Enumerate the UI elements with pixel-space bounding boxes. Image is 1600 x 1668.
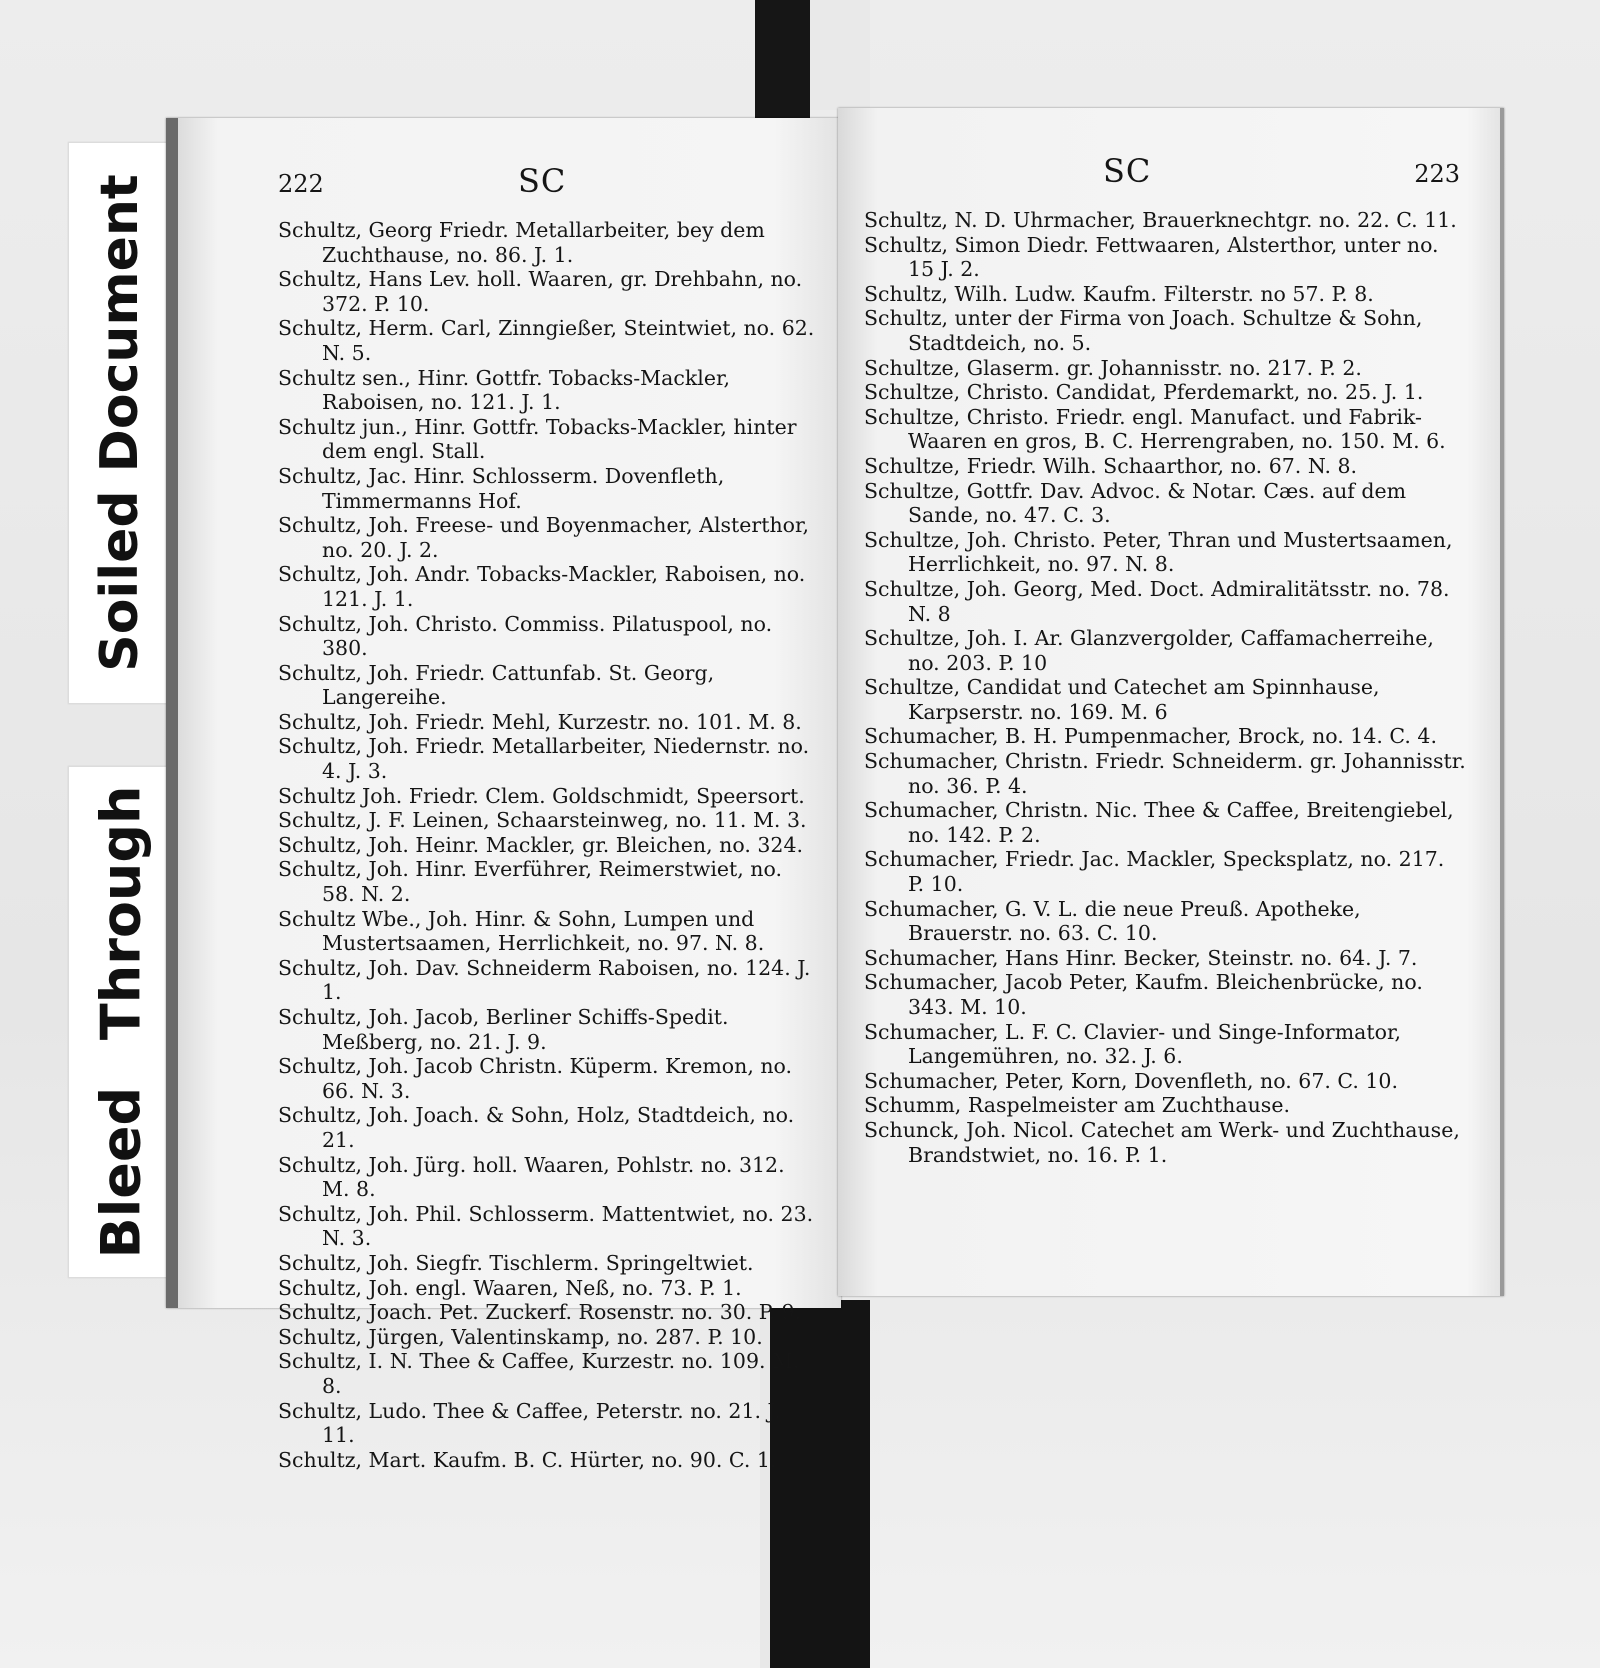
directory-entry: Schultz, Joh. Dav. Schneiderm Raboisen, no. 124. J. 1. xyxy=(278,955,811,1005)
right-running-head: SC xyxy=(1103,152,1152,190)
directory-entry: Schumacher, Jacob Peter, Kaufm. Bleichenbrücke, no. 343. M. 10. xyxy=(864,970,1423,1019)
directory-entry: Schultz, Joh. Freese- und Boyenmacher, Alsterthor, no. 20. J. 2. xyxy=(278,513,810,562)
directory-entry: Schultz, Herm. Carl, Zinngießer, Steintwiet, no. 62. N. 5. xyxy=(278,316,815,365)
directory-entry: Schultz, J. F. Leinen, Schaarsteinweg, no. 11. M. 3. xyxy=(278,808,807,833)
directory-entry: Schultze, Candidat und Catechet am Spinnhause, Karpserstr. no. 169. M. 6 xyxy=(864,675,1380,724)
directory-entry: Schultz, Joh. Christo. Commiss. Pilatuspool, no. 380. xyxy=(278,611,773,661)
directory-entry: Schumacher, G. V. L. die neue Preuß. Apotheke, Brauerstr. no. 63. C. 10. xyxy=(864,896,1361,946)
directory-entry: Schultz, Joh. Jacob Christn. Küperm. Kremon, no. 66. N. 3. xyxy=(278,1054,793,1103)
directory-entry: Schultz sen., Hinr. Gottfr. Tobacks-Mackler, Raboisen, no. 121. J. 1. xyxy=(278,365,731,415)
directory-entry: Schultz, Wilh. Ludw. Kaufm. Filterstr. no 57. P. 8. xyxy=(864,281,1374,306)
directory-entry: Schultz, Joh. Siegfr. Tischlerm. Springeltwiet. xyxy=(278,1250,754,1275)
directory-entry: Schumacher, L. F. C. Clavier- und Singe-Informator, Langemühren, no. 32. J. 6. xyxy=(864,1019,1402,1069)
directory-entry: Schultze, Joh. Georg, Med. Doct. Admiralitätsstr. no. 78. N. 8 xyxy=(864,576,1450,626)
right-page xyxy=(838,108,1504,1296)
soiled-document-label xyxy=(68,142,172,704)
directory-entry: Schultze, Glaserm. gr. Johannisstr. no. 217. P. 2. xyxy=(864,355,1362,380)
left-entry-list xyxy=(278,218,817,1472)
directory-entry: Schultz Wbe., Joh. Hinr. & Sohn, Lumpen und Mustertsaamen, Herrlichkeit, no. 97. N. 8. xyxy=(278,906,765,956)
right-entry-list xyxy=(864,208,1466,1167)
directory-entry: Schultz, Jürgen, Valentinskamp, no. 287. P. 10. xyxy=(278,1324,763,1349)
directory-entry: Schumacher, Friedr. Jac. Mackler, Specksplatz, no. 217. P. 10. xyxy=(864,847,1445,897)
directory-entry: Schultz, Joh. Friedr. Cattunfab. St. Georg, Langereihe. xyxy=(278,660,715,710)
directory-entry: Schunck, Joh. Nicol. Catechet am Werk- und Zuchthause, Brandstwiet, no. 16. P. 1. xyxy=(864,1117,1460,1167)
left-page-number: 222 xyxy=(278,170,324,198)
directory-entry: Schultz, Hans Lev. holl. Waaren, gr. Drehbahn, no. 372. P. 10. xyxy=(278,267,803,316)
left-page xyxy=(166,118,841,1472)
directory-entry: Schumacher, Christn. Friedr. Schneiderm. gr. Johannisstr. no. 36. P. 4. xyxy=(864,749,1466,798)
directory-entry: Schultz, Joh. Hinr. Everführer, Reimerstwiet, no. 58. N. 2. xyxy=(278,857,783,907)
directory-entry: Schumacher, Peter, Korn, Dovenfleth, no. 67. C. 10. xyxy=(864,1068,1398,1093)
directory-entry: Schumacher, Christn. Nic. Thee & Caffee, Breitengiebel, no. 142. P. 2. xyxy=(864,798,1454,847)
right-page-number: 223 xyxy=(1414,160,1460,188)
directory-entry: Schultz, Jac. Hinr. Schlosserm. Dovenfleth, Timmermanns Hof. xyxy=(278,463,725,513)
directory-entry: Schultze, Christo. Candidat, Pferdemarkt, no. 25. J. 1. xyxy=(864,380,1424,405)
bleed-through-text: Bleed Through xyxy=(89,785,153,1259)
directory-entry: Schultz, Joach. Pet. Zuckerf. Rosenstr. no. 30. P. 9. xyxy=(278,1300,802,1325)
directory-entry: Schultz, I. N. Thee & Caffee, Kurzestr. no. 109. M. 8. xyxy=(278,1349,800,1398)
directory-entry: Schultze, Christo. Friedr. engl. Manufact. und Fabrik-Waaren en gros, B. C. Herrengraben, no. 150. M. 6. xyxy=(864,404,1446,454)
bleed-through-label xyxy=(68,766,174,1278)
directory-entry: Schultz, Joh. Friedr. Mehl, Kurzestr. no. 101. M. 8. xyxy=(278,709,802,734)
directory-entry: Schultz, Joh. engl. Waaren, Neß, no. 73. P. 1. xyxy=(278,1275,742,1300)
directory-entry: Schultz, N. D. Uhrmacher, Brauerknechtgr. no. 22. C. 11. xyxy=(864,208,1457,232)
directory-entry: Schultz, Joh. Heinr. Mackler, gr. Bleichen, no. 324. xyxy=(278,832,804,857)
directory-entry: Schultz Joh. Friedr. Clem. Goldschmidt, Speersort. xyxy=(278,783,805,808)
directory-entry: Schultz, Ludo. Thee & Caffee, Peterstr. no. 21. J. 11. xyxy=(278,1398,781,1448)
directory-entry: Schultze, Joh. I. Ar. Glanzvergolder, Caffamacherreihe, no. 203. P. 10 xyxy=(864,626,1434,675)
directory-entry: Schultz, Simon Diedr. Fettwaaren, Alsterthor, unter no. 15 J. 2. xyxy=(864,232,1439,282)
directory-entry: Schultz, Joh. Phil. Schlosserm. Mattentwiet, no. 23. N. 3. xyxy=(278,1201,814,1251)
directory-entry: Schumacher, B. H. Pumpenmacher, Brock, no. 14. C. 4. xyxy=(864,724,1437,749)
directory-entry: Schultz, Mart. Kaufm. B. C. Hürter, no. 90. C. 1. xyxy=(278,1447,777,1472)
directory-entry: Schultze, Friedr. Wilh. Schaarthor, no. 67. N. 8. xyxy=(864,453,1358,478)
directory-entry: Schultz, Georg Friedr. Metallarbeiter, bey dem Zuchthause, no. 86. J. 1. xyxy=(278,218,765,267)
directory-entry: Schultz, Joh. Joach. & Sohn, Holz, Stadtdeich, no. 21. xyxy=(278,1103,795,1152)
directory-entry: Schultze, Gottfr. Dav. Advoc. & Notar. Cæs. auf dem Sande, no. 47. C. 3. xyxy=(864,478,1407,528)
directory-entry: Schumacher, Hans Hinr. Becker, Steinstr. no. 64. J. 7. xyxy=(864,945,1418,970)
directory-entry: Schultz, unter der Firma von Joach. Schultze & Sohn, Stadtdeich, no. 5. xyxy=(864,306,1423,355)
directory-entry: Schultze, Joh. Christo. Peter, Thran und Mustertsaamen, Herrlichkeit, no. 97. N. 8. xyxy=(864,527,1453,577)
directory-entry: Schultz, Joh. Friedr. Metallarbeiter, Niedernstr. no. 4. J. 3. xyxy=(278,734,810,784)
gutter-shadow-top xyxy=(755,0,810,120)
directory-entry: Schultz jun., Hinr. Gottfr. Tobacks-Mackler, hinter dem engl. Stall. xyxy=(278,414,797,464)
directory-entry: Schultz, Joh. Andr. Tobacks-Mackler, Raboisen, no. 121. J. 1. xyxy=(278,562,806,611)
soiled-document-text: Soiled Document xyxy=(90,174,150,672)
directory-entry: Schultz, Joh. Jürg. holl. Waaren, Pohlstr. no. 312. M. 8. xyxy=(278,1152,785,1202)
directory-entry: Schumm, Raspelmeister am Zuchthause. xyxy=(864,1093,1290,1118)
left-running-head: SC xyxy=(518,162,567,200)
directory-entry: Schultz, Joh. Jacob, Berliner Schiffs-Spedit. Meßberg, no. 21. J. 9. xyxy=(278,1005,729,1054)
